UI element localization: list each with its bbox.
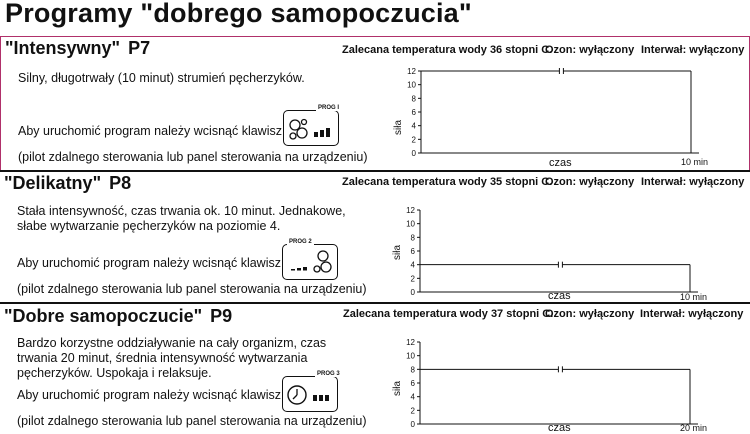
y-axis-label: siła (392, 244, 403, 260)
program-code: P9 (210, 306, 233, 326)
x-axis-end-label: 10 min (680, 292, 708, 302)
y-tick-label: 2 (411, 135, 416, 145)
y-tick-label: 4 (411, 121, 416, 131)
bubbles-icon (284, 111, 340, 147)
program-description (17, 336, 326, 381)
x-axis-end-label: 20 min (680, 423, 708, 433)
y-tick-label: 12 (406, 206, 415, 215)
y-tick-label: 4 (410, 392, 415, 402)
program-section-p9 (0, 304, 750, 434)
start-instruction: Aby uruchomić program należy wcisnąć klawisz (17, 388, 281, 402)
y-tick-label: 8 (410, 365, 415, 375)
clock-icon (283, 377, 339, 413)
button-label: PROG 2 (289, 239, 312, 245)
bubbles-icon (283, 245, 339, 281)
description-line: pęcherzyków. Uspokaja i relaksuje. (17, 366, 212, 380)
program-description (17, 204, 346, 234)
program-name: "Delikatny" (4, 173, 102, 193)
y-tick-label: 10 (407, 80, 416, 90)
start-instruction: Aby uruchomić program należy wcisnąć klawisz (18, 124, 282, 138)
program-code: P7 (128, 38, 151, 58)
y-axis-label: siła (393, 119, 404, 135)
y-tick-label: 6 (410, 247, 415, 256)
ozone-info: Ozon: wyłączony (545, 176, 635, 188)
interval-info: Interwał: wyłączony (641, 44, 745, 56)
y-tick-label: 10 (406, 351, 415, 361)
y-tick-label: 10 (406, 219, 415, 229)
x-axis-label: czas (548, 422, 571, 434)
y-tick-label: 12 (407, 67, 416, 76)
ozone-info: Ozon: wyłączony (545, 308, 635, 320)
prog-2-button[interactable] (282, 239, 338, 280)
program-heading (5, 38, 150, 59)
program-section-p8 (0, 172, 750, 304)
y-tick-label: 0 (410, 288, 415, 297)
description-line: słabe wytwarzanie pęcherzyków na poziomie 4. (17, 219, 281, 233)
x-axis-label: czas (549, 157, 572, 169)
description-line: Silny, długotrwały (10 minut) strumień pęcherzyków. (18, 71, 305, 85)
button-label: PROG 3 (317, 371, 340, 377)
description-line: Stała intensywność, czas trwania ok. 10 minut. Jednakowe, (17, 204, 346, 218)
ozone-info: Ozon: wyłączony (545, 44, 635, 56)
interval-info: Interwał: wyłączony (640, 308, 744, 320)
y-tick-label: 2 (410, 274, 415, 284)
start-instruction: Aby uruchomić program należy wcisnąć klawisz (17, 256, 281, 270)
description-line: Bardzo korzystne oddziaływanie na cały organizm, czas (17, 336, 327, 350)
y-tick-label: 0 (410, 420, 415, 429)
chart-svg (380, 334, 710, 434)
chart-svg (380, 202, 710, 302)
x-axis-label: czas (548, 290, 571, 302)
program-heading (4, 173, 131, 194)
y-tick-label: 6 (411, 108, 416, 117)
intensity-chart (380, 334, 710, 434)
y-tick-label: 8 (411, 94, 416, 104)
program-description (18, 71, 305, 86)
x-axis-end-label: 10 min (681, 157, 709, 167)
controller-note: (pilot zdalnego sterowania lub panel sterowania na urządzeniu) (18, 150, 368, 164)
controller-note: (pilot zdalnego sterowania lub panel sterowania na urządzeniu) (17, 414, 367, 428)
y-tick-label: 12 (406, 338, 415, 347)
y-tick-label: 4 (410, 260, 415, 270)
y-tick-label: 8 (410, 233, 415, 243)
y-tick-label: 0 (411, 149, 416, 158)
temperature-info: Zalecana temperatura wody 37 stopni C. (343, 308, 554, 320)
y-tick-label: 6 (410, 379, 415, 388)
program-heading (4, 306, 232, 327)
button-label: PROG I (318, 105, 340, 111)
program-section-p7 (0, 36, 750, 172)
temperature-info: Zalecana temperatura wody 36 stopni C. (342, 44, 553, 56)
program-name: "Intensywny" (5, 38, 121, 58)
y-tick-label: 2 (410, 406, 415, 416)
prog-1-button[interactable] (283, 105, 340, 146)
description-line: trwania 20 minut, średnia intensywność wytwarzania (17, 351, 308, 365)
controller-note: (pilot zdalnego sterowania lub panel sterowania na urządzeniu) (17, 282, 367, 296)
intensity-chart (381, 63, 711, 169)
prog-3-button[interactable] (282, 371, 340, 412)
temperature-info: Zalecana temperatura wody 35 stopni C. (342, 176, 553, 188)
interval-info: Interwał: wyłączony (641, 176, 745, 188)
y-axis-label: siła (392, 380, 403, 396)
intensity-chart (380, 202, 710, 302)
page-title: Programy "dobrego samopoczucia" (5, 0, 472, 28)
chart-svg (381, 63, 711, 163)
program-name: "Dobre samopoczucie" (4, 306, 203, 326)
program-code: P8 (109, 173, 132, 193)
